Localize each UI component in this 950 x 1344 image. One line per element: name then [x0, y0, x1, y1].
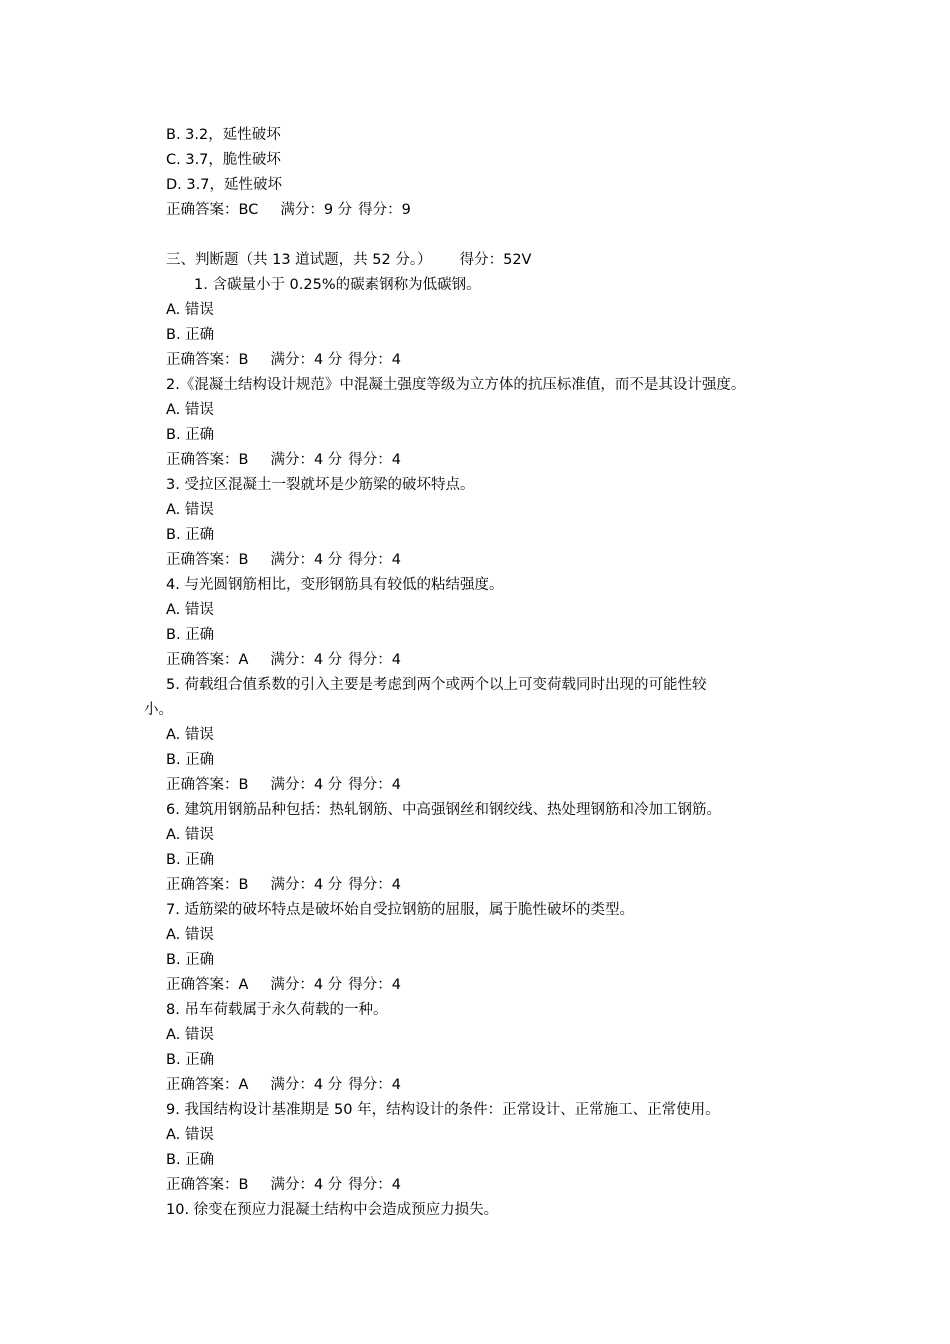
option-a: A. 错误 [166, 602, 214, 618]
answer-label: 正确答案：B [166, 452, 249, 468]
option-b: B. 正确 [166, 527, 215, 543]
question-text: 8. 吊车荷载属于永久荷载的一种。 [166, 1002, 388, 1018]
option-a: A. 错误 [166, 1127, 214, 1143]
answer-label: 正确答案：B [166, 1177, 249, 1193]
option-a: A. 错误 [166, 402, 214, 418]
section-header [166, 250, 531, 270]
answer-label: 正确答案：A [166, 652, 249, 668]
option-a: A. 错误 [166, 927, 214, 943]
earned-score: 得分：4 [348, 352, 402, 368]
question-text: 4. 与光圆钢筋相比，变形钢筋具有较低的粘结强度。 [166, 577, 504, 593]
earned-score: 得分：4 [348, 1177, 402, 1193]
answer-line [166, 975, 401, 995]
question-text: 10. 徐变在预应力混凝土结构中会造成预应力损失。 [166, 1202, 499, 1218]
answer-label: 正确答案：B [166, 352, 249, 368]
answer-line [166, 775, 401, 795]
answer-line [166, 1075, 401, 1095]
option-a: A. 错误 [166, 302, 214, 318]
earned-score: 得分：4 [348, 652, 401, 668]
earned-score: 得分：4 [348, 777, 402, 793]
earned-score: 得分：4 [348, 977, 401, 993]
section-score: 得分：52V [459, 252, 532, 268]
answer-label: 正确答案：A [166, 1077, 249, 1093]
option-b: B. 正确 [166, 327, 215, 343]
option-a: A. 错误 [166, 827, 214, 843]
earned-score: 得分：4 [348, 552, 402, 568]
option-b: B. 正确 [166, 952, 215, 968]
full-score: 满分：4 分 [270, 1077, 343, 1093]
question-text: 7. 适筋梁的破坏特点是破坏始自受拉钢筋的屈服，属于脆性破坏的类型。 [166, 902, 634, 918]
option-b: B. 正确 [166, 627, 215, 643]
full-score: 满分：4 分 [270, 877, 343, 893]
full-score: 满分：4 分 [270, 977, 343, 993]
full-score: 满分：4 分 [270, 1177, 343, 1193]
answer-line [166, 550, 401, 570]
option-b: B. 3.2，延性破坏 [166, 127, 281, 143]
earned-score: 得分：4 [348, 452, 402, 468]
answer-label: 正确答案：B [166, 877, 249, 893]
option-b: B. 正确 [166, 1152, 215, 1168]
answer-line [166, 350, 401, 370]
earned-score: 得分：4 [348, 877, 402, 893]
full-score: 满分：4 分 [270, 352, 343, 368]
answer-line [166, 1175, 401, 1195]
earned-score: 得分：4 [348, 1077, 401, 1093]
full-score: 满分：4 分 [270, 452, 343, 468]
answer-label: 正确答案：B [166, 552, 249, 568]
question-text: 5. 荷载组合值系数的引入主要是考虑到两个或两个以上可变荷载同时出现的可能性较 [166, 677, 707, 693]
question-text: 1. 含碳量小于 0.25%的碳素钢称为低碳钢。 [194, 277, 481, 293]
option-a: A. 错误 [166, 727, 214, 743]
question-text: 2.《混凝土结构设计规范》中混凝土强度等级为立方体的抗压标准值，而不是其设计强度。 [166, 377, 746, 393]
answer-label: 正确答案：A [166, 977, 249, 993]
full-score: 满分：4 分 [270, 777, 343, 793]
earned-score: 得分：9 [358, 202, 411, 218]
option-b: B. 正确 [166, 1052, 215, 1068]
section-title: 三、判断题（共 13 道试题，共 52 分。） [166, 252, 432, 268]
answer-line [166, 200, 411, 220]
question-text: 3. 受拉区混凝土一裂就坏是少筋梁的破坏特点。 [166, 477, 475, 493]
option-a: A. 错误 [166, 502, 214, 518]
answer-label: 正确答案：BC [166, 202, 259, 218]
full-score: 满分：4 分 [270, 552, 343, 568]
question-text: 6. 建筑用钢筋品种包括：热轧钢筋、中高强钢丝和钢绞线、热处理钢筋和冷加工钢筋。 [166, 802, 721, 818]
option-b: B. 正确 [166, 427, 215, 443]
option-c: C. 3.7，脆性破坏 [166, 152, 281, 168]
answer-label: 正确答案：B [166, 777, 249, 793]
full-score: 满分：4 分 [270, 652, 343, 668]
option-b: B. 正确 [166, 852, 215, 868]
option-a: A. 错误 [166, 1027, 214, 1043]
question-text: 9. 我国结构设计基准期是 50 年，结构设计的条件：正常设计、正常施工、正常使用。 [166, 1102, 720, 1118]
question-text-continued: 小。 [144, 702, 173, 718]
option-d: D. 3.7，延性破坏 [166, 177, 282, 193]
option-b: B. 正确 [166, 752, 215, 768]
full-score: 满分：9 分 [280, 202, 353, 218]
answer-line [166, 450, 401, 470]
answer-line [166, 875, 401, 895]
answer-line [166, 650, 401, 670]
